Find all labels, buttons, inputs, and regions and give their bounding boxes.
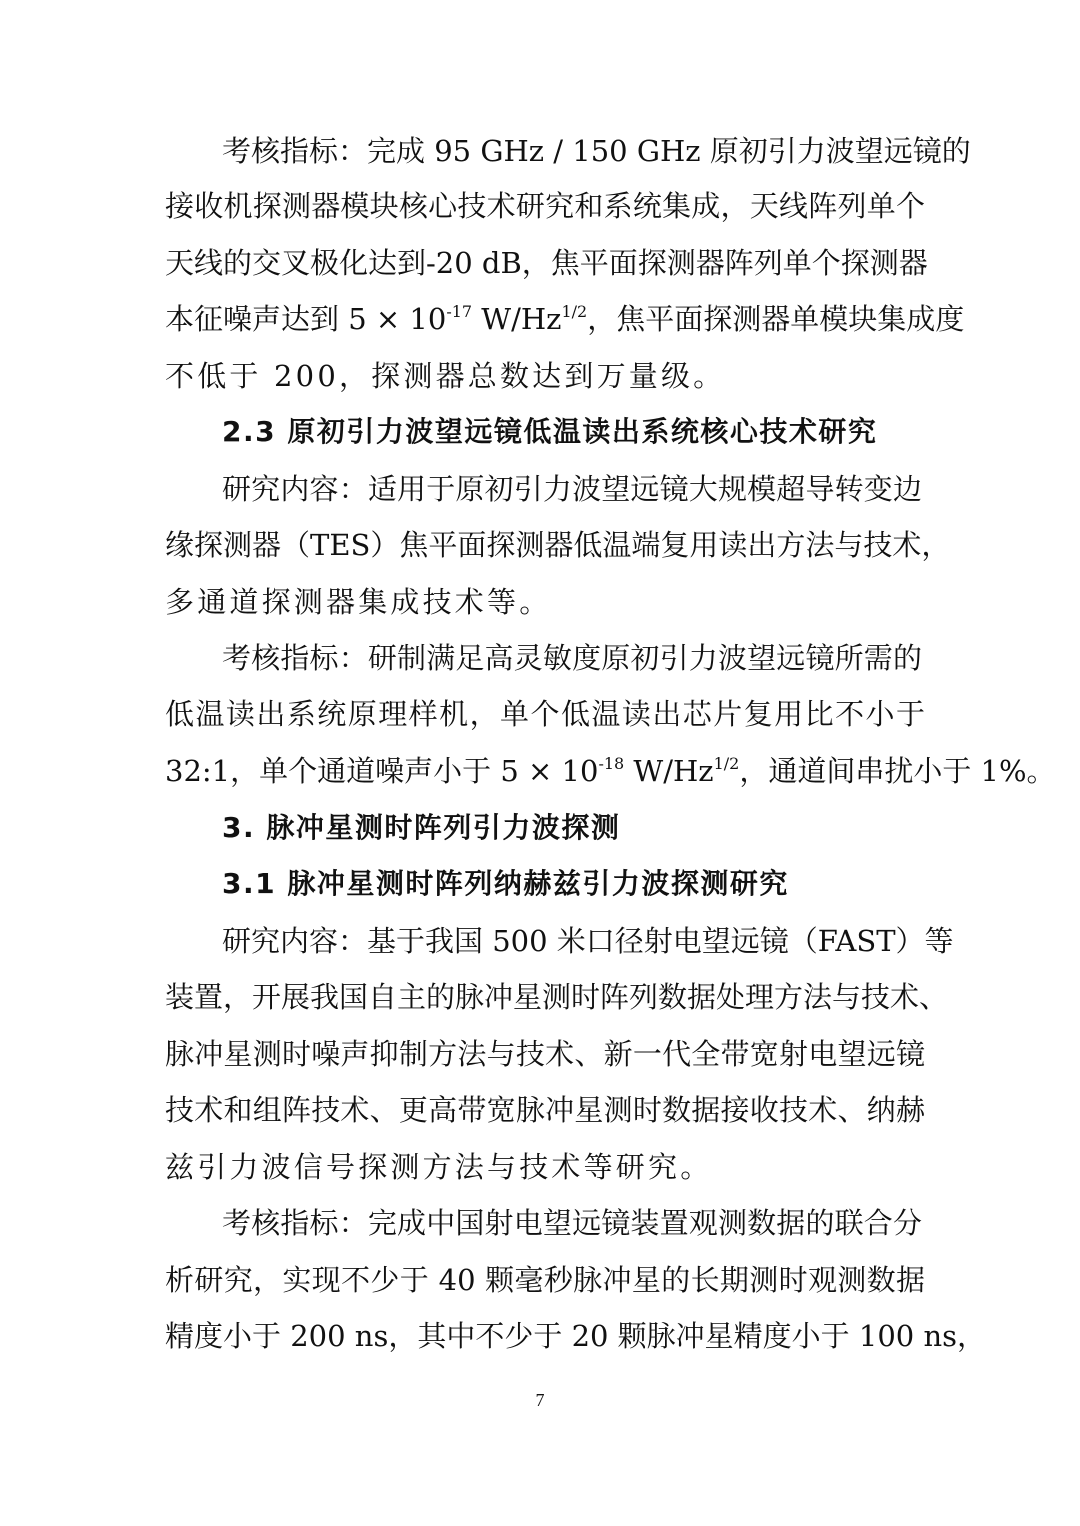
section-heading-2-3: 2.3 原初引力波望远镜低温读出系统核心技术研究	[222, 415, 878, 448]
paragraph-5-line-3: 精度小于 200 ns，其中不少于 20 颗脉冲星精度小于 100 ns，	[165, 1319, 987, 1353]
paragraph-3-line-3	[165, 751, 1056, 791]
paragraph-4-line-2: 装置，开展我国自主的脉冲星测时阵列数据处理方法与技术、	[165, 980, 949, 1014]
paragraph-3-line-2: 低温读出系统原理样机，单个低温读出芯片复用比不小于	[165, 697, 925, 731]
p3-l3-unit-exponent: 1/2	[713, 754, 740, 773]
paragraph-4-line-3: 脉冲星测时噪声抑制方法与技术、新一代全带宽射电望远镜	[165, 1037, 925, 1071]
paragraph-3-line-1: 考核指标：研制满足高灵敏度原初引力波望远镜所需的	[222, 641, 922, 675]
paragraph-2-line-1: 研究内容：适用于原初引力波望远镜大规模超导转变边	[222, 472, 922, 506]
paragraph-5-line-2: 析研究，实现不少于 40 颗毫秒脉冲星的长期测时观测数据	[165, 1263, 925, 1297]
p3-l3-exponent: -18	[598, 754, 625, 773]
p1-l4-exponent: -17	[446, 302, 473, 321]
paragraph-1-line-3: 天线的交叉极化达到-20 dB，焦平面探测器阵列单个探测器	[165, 246, 928, 280]
paragraph-1-line-5: 不低于 200，探测器总数达到万量级。	[165, 359, 726, 393]
paragraph-4-line-1: 研究内容：基于我国 500 米口径射电望远镜（FAST）等	[222, 924, 954, 958]
paragraph-2-line-2: 缘探测器（TES）焦平面探测器低温端复用读出方法与技术，	[165, 528, 951, 562]
paragraph-1-line-1: 考核指标：完成 95 GHz / 150 GHz 原初引力波望远镜的	[222, 134, 971, 168]
page-number: 7	[535, 1390, 545, 1410]
paragraph-4-line-4: 技术和组阵技术、更高带宽脉冲星测时数据接收技术、纳赫	[165, 1093, 925, 1127]
paragraph-4-line-5: 兹引力波信号探测方法与技术等研究。	[165, 1150, 713, 1184]
p1-l4-post: ，焦平面探测器单模块集成度	[587, 302, 965, 336]
p3-l3-post: ，通道间串扰小于 1%。	[739, 754, 1056, 788]
p1-l4-pre: 本征噪声达到 5 × 10	[165, 302, 447, 336]
p1-l4-unit-exponent: 1/2	[561, 302, 588, 321]
p3-l3-pre: 32:1，单个通道噪声小于 5 × 10	[165, 754, 599, 788]
paragraph-5-line-1: 考核指标：完成中国射电望远镜装置观测数据的联合分	[222, 1206, 922, 1240]
section-heading-3: 3. 脉冲星测时阵列引力波探测	[222, 811, 621, 844]
p3-l3-unit: W/Hz	[624, 754, 714, 788]
paragraph-1-line-4	[165, 299, 965, 339]
p1-l4-unit: W/Hz	[472, 302, 562, 336]
section-heading-3-1: 3.1 脉冲星测时阵列纳赫兹引力波探测研究	[222, 867, 789, 900]
paragraph-2-line-3: 多通道探测器集成技术等。	[165, 585, 552, 619]
paragraph-1-line-2: 接收机探测器模块核心技术研究和系统集成，天线阵列单个	[165, 189, 925, 223]
